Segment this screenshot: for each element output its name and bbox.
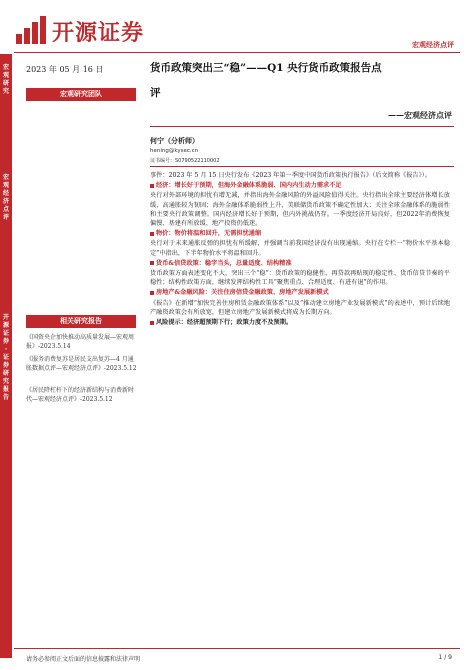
band-middle-label: 宏观经济点评 [2,174,9,221]
band-top-label: 宏观研究 [2,64,9,95]
band-bottom-label: 开源证券 · 证券研究报告 [2,314,9,401]
brand-logo [14,12,274,52]
related-report[interactable]: 《国资央企加快推动高质量发展—宏观周报》-2023.5.14 [26,334,135,350]
logo-bars-icon [14,12,48,48]
bullet-icon [150,321,154,325]
risk-note: 风险提示：经济超预期下行；政策力度不及预期。 [156,319,293,327]
analyst-email[interactable]: hening@kysec.cn [150,148,199,154]
team-label: 宏观研究团队 [26,88,136,101]
bullet-icon [150,232,154,236]
footer-divider [14,648,460,649]
report-date: 2023 年 05 月 16 日 [26,65,104,74]
section-paragraph: 《报告》在新增“加快完善住房租赁金融政策体系”以及“推动建立房地产业发展新模式”的表述中，预计后续地产融资政策会有所放宽，但建立房地产发展新模式将成为长期方向。 [150,299,450,316]
related-report[interactable]: 《居民降杠杆下的经济新结构与消费新时代—宏观经济点评》-2023.5.12 [26,387,135,403]
page-title [150,60,450,102]
bullet-icon [150,291,154,295]
analyst-divider [150,166,454,167]
page-number: 1 / 9 [438,654,452,661]
related-label: 相关研究报告 [26,315,136,328]
brand-name: 开源证券 [52,20,145,46]
header-series: 宏观经济点评 [412,41,454,49]
page-subtitle: ——宏观经济点评 [388,110,452,120]
analyst-cert: 证书编号：S0790522110002 [150,158,220,164]
title-divider [150,126,454,127]
bullet-icon [150,184,154,188]
footer-disclaimer: 请务必参阅正文后面的信息披露和法律声明 [26,656,141,663]
section-heading: 经济：增长好于预期，但海外金融体系脆弱、国内内生动力需求不足 [156,182,342,190]
header-divider [14,52,460,53]
title-line: 货币政策突出三“稳”——Q1 央行货币政策报告点 [150,62,382,74]
related-report[interactable]: 《服务消费复苏是居民支出复苏—4 月通胀数据点评—宏观经济点评》-2023.5.12 [26,356,137,372]
section-paragraph: 央行对外部环境的担忧有增无减，并指出海外金融风险的外溢风险值得关注。央行指出全球主要经济体增长放缓，高通胀较为韧固；海外金融体系脆弱性上升，美联储货币政策不确定性加大；关注全球金融体系的脆弱性和主要央行政策调整。国内经济增长好于预期，但内外挑战仍存。一季度经济开局良好，但2022年消费恢复偏慢、基建有所放缓、地产投资仍低迷。 [150,192,450,228]
vertical-band [0,54,12,658]
section-heading: 房地产&金融风险：关注住房信贷金融政策、房地产发展新模式 [156,289,329,297]
title-line: 评 [150,87,161,99]
section-heading: 货币&信贷政策：稳字当头，总量适度、结构精准 [156,259,292,267]
report-body [150,171,450,328]
section-heading: 物价：物价将温和回升，无需担忧通缩 [156,230,262,238]
section-paragraph: 货币政策方面表述变化不大，突出三个“稳”：货币政策的稳健性、再贷款再贴现的稳定性、货币信贷节奏的平稳性；结构性政策方面，继续发挥结构性工具“聚焦重点、合理适度、有进有退”的作用。 [150,270,450,287]
event-paragraph: 事件：2023 年 5 月 15 日央行发布《2023 年第一季度中国货币政策执行报告》（后文简称《报告》）。 [150,172,431,179]
bullet-icon [150,261,154,265]
analyst-name: 何宁（分析师） [150,136,199,145]
section-paragraph: 央行对于未来通胀反弹的担忧有所缓解，并强调当前我国经济没有出现通缩。央行在专栏一“物价水平基本稳定”中指出，下半年物价水平将温和回升。 [150,240,450,257]
